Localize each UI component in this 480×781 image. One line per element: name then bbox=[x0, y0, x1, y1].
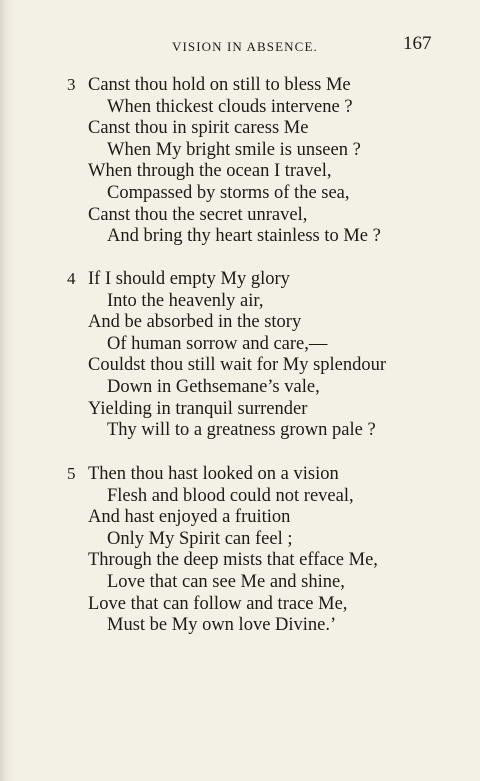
verse-line: When through the ocean I travel, bbox=[88, 161, 332, 182]
page-number: 167 bbox=[403, 33, 432, 54]
verse-line: Yielding in tranquil surrender bbox=[88, 398, 308, 419]
verse-line: When thickest clouds intervene ? bbox=[107, 96, 353, 117]
verse-line: Flesh and blood could not reveal, bbox=[107, 485, 354, 506]
verse-line: Down in Gethsemane’s vale, bbox=[107, 377, 320, 397]
verse-line: Love that can see Me and shine, bbox=[107, 572, 345, 592]
verse-line: Must be My own love Divine.’ bbox=[107, 615, 337, 636]
verse-line: Thy will to a greatness grown pale ? bbox=[107, 420, 376, 441]
verse-line: If I should empty My glory bbox=[88, 269, 290, 289]
verse-line: Compassed by storms of the sea, bbox=[107, 183, 350, 203]
verse-line: And bring thy heart stainless to Me ? bbox=[107, 226, 381, 247]
verse-line: And be absorbed in the story bbox=[88, 312, 302, 333]
verse-line: Couldst thou still wait for My splendour bbox=[88, 355, 387, 376]
stanza-number: 4 bbox=[67, 269, 76, 288]
verse-line: Only My Spirit can feel ; bbox=[107, 528, 293, 549]
verse-line: Into the heavenly air, bbox=[107, 290, 264, 311]
verse-line: Through the deep mists that efface Me, bbox=[88, 550, 378, 571]
running-title: VISION IN ABSENCE. bbox=[172, 39, 318, 54]
verse-line: Then thou hast looked on a vision bbox=[88, 464, 339, 484]
verse-line: When My bright smile is unseen ? bbox=[107, 139, 361, 160]
verse-line: Canst thou hold on still to bless Me bbox=[88, 75, 351, 95]
verse-line: And hast enjoyed a fruition bbox=[88, 507, 291, 528]
verse-line: Of human sorrow and care,— bbox=[107, 333, 328, 354]
verse-line: Canst thou in spirit caress Me bbox=[88, 118, 309, 139]
page-gutter-shadow bbox=[0, 0, 14, 781]
stanza-number: 5 bbox=[67, 464, 76, 483]
verse-line: Love that can follow and trace Me, bbox=[88, 593, 348, 614]
stanza-number: 3 bbox=[67, 75, 76, 94]
verse-line: Canst thou the secret unravel, bbox=[88, 204, 308, 225]
